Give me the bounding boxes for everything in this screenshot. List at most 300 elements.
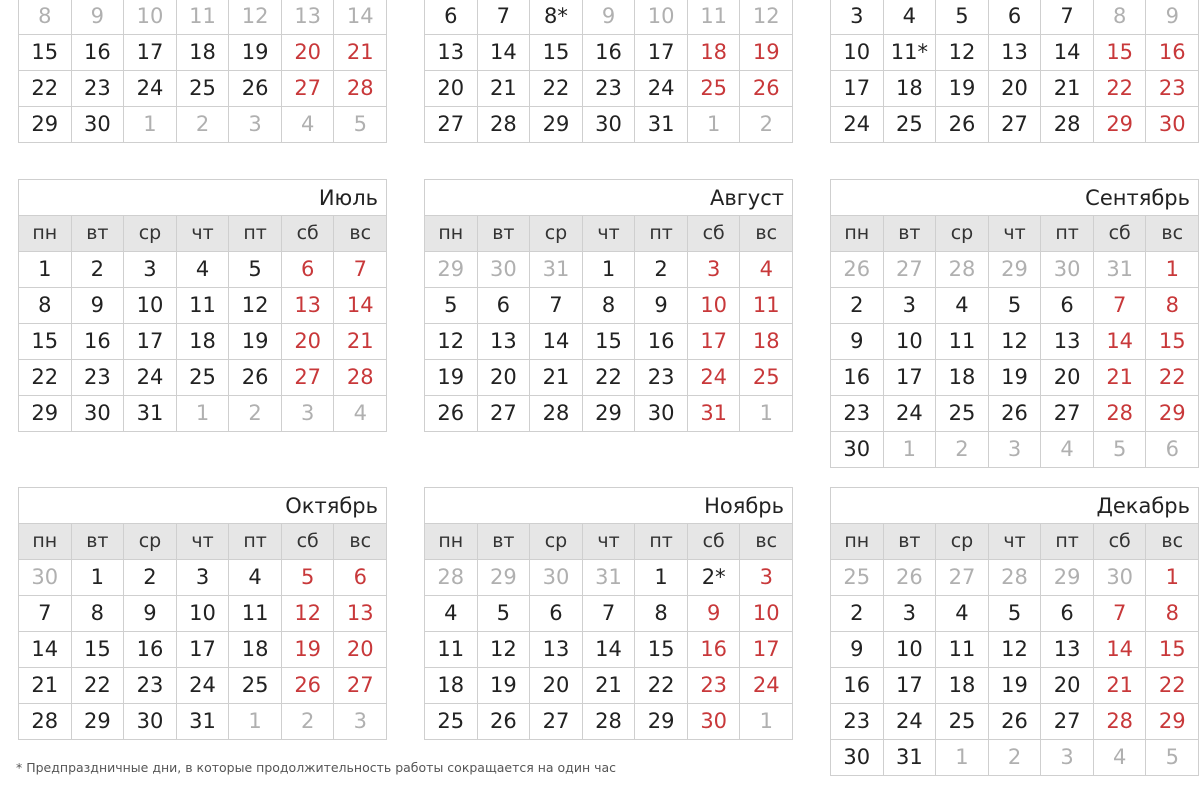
weekday-label: пт: [229, 216, 282, 252]
day-cell: 19: [989, 360, 1042, 396]
day-cell: 18: [884, 71, 937, 107]
day-cell: 11: [425, 632, 478, 668]
week-row: [425, 0, 793, 35]
day-cell: 22: [1146, 360, 1199, 396]
day-cell: 26: [425, 396, 478, 432]
week-row: [19, 396, 387, 432]
day-cell: 21: [1094, 668, 1147, 704]
month-title: Июль: [18, 179, 387, 215]
day-cell: 21: [583, 668, 636, 704]
partial-month-grid: [424, 0, 793, 143]
week-row: [831, 324, 1199, 360]
day-cell: 13: [530, 632, 583, 668]
week-row: [831, 740, 1199, 776]
day-cell: 31: [884, 740, 937, 776]
week-row: [425, 288, 793, 324]
day-cell: 24: [740, 668, 793, 704]
weekday-label: пн: [425, 524, 478, 560]
day-cell: 1: [229, 704, 282, 740]
day-cell: 30: [831, 740, 884, 776]
day-cell: 31: [583, 560, 636, 596]
day-cell: 3: [831, 0, 884, 35]
weekday-label: сб: [282, 524, 335, 560]
day-cell: 26: [936, 107, 989, 143]
day-cell: 7: [1094, 596, 1147, 632]
day-cell: 15: [72, 632, 125, 668]
day-cell: 30: [124, 704, 177, 740]
week-row: [19, 324, 387, 360]
day-cell: 7: [583, 596, 636, 632]
day-cell: 17: [177, 632, 230, 668]
week-row: [425, 360, 793, 396]
day-cell: 6: [1041, 288, 1094, 324]
day-cell: 2: [177, 107, 230, 143]
day-cell: 30: [1041, 252, 1094, 288]
day-cell: 8: [19, 288, 72, 324]
day-cell: 3: [282, 396, 335, 432]
day-grid: [830, 523, 1199, 776]
week-row: [831, 0, 1199, 35]
day-cell: 30: [583, 107, 636, 143]
day-cell: 18: [177, 324, 230, 360]
day-cell: 20: [282, 324, 335, 360]
day-cell: 10: [884, 324, 937, 360]
day-cell: 9: [831, 324, 884, 360]
weekday-label: чт: [583, 524, 636, 560]
day-cell: 29: [635, 704, 688, 740]
month-title: Сентябрь: [830, 179, 1199, 215]
day-cell: 28: [936, 252, 989, 288]
day-cell: 3: [884, 288, 937, 324]
day-cell: 19: [229, 324, 282, 360]
day-cell: 6: [1146, 432, 1199, 468]
day-cell: 5: [478, 596, 531, 632]
day-cell: 27: [530, 704, 583, 740]
footnote: * Предпраздничные дни, в которые продолжительность работы сокращается на один час: [16, 760, 617, 775]
day-cell: 28: [425, 560, 478, 596]
day-cell: 29: [1094, 107, 1147, 143]
day-cell: 28: [1094, 396, 1147, 432]
weekday-label: вс: [1146, 524, 1199, 560]
day-cell: 16: [72, 35, 125, 71]
day-cell: 31: [635, 107, 688, 143]
weekday-header-row: [19, 524, 387, 560]
day-cell: 13: [425, 35, 478, 71]
day-cell: 23: [1146, 71, 1199, 107]
day-cell: 19: [989, 668, 1042, 704]
day-cell: 2: [635, 252, 688, 288]
day-cell: 12: [989, 324, 1042, 360]
day-cell: 25: [177, 360, 230, 396]
day-cell: 29: [1146, 704, 1199, 740]
day-cell: 9: [831, 632, 884, 668]
day-cell: 2: [831, 288, 884, 324]
day-cell: 22: [530, 71, 583, 107]
day-cell: 23: [72, 71, 125, 107]
day-cell: 14: [478, 35, 531, 71]
day-cell: 3: [177, 560, 230, 596]
weekday-header-row: [425, 524, 793, 560]
day-cell: 4: [936, 596, 989, 632]
weekday-label: пн: [831, 524, 884, 560]
day-cell: 31: [688, 396, 741, 432]
day-cell: 19: [740, 35, 793, 71]
day-cell: 12: [229, 288, 282, 324]
day-cell: 25: [688, 71, 741, 107]
day-cell: 28: [530, 396, 583, 432]
day-cell: 1: [583, 252, 636, 288]
day-cell: 30: [1146, 107, 1199, 143]
day-grid: [830, 215, 1199, 468]
day-cell: 14: [1094, 324, 1147, 360]
day-cell: 30: [530, 560, 583, 596]
week-row: [831, 252, 1199, 288]
month-title: Август: [424, 179, 793, 215]
day-cell: 16: [583, 35, 636, 71]
week-row: [831, 668, 1199, 704]
week-row: [831, 288, 1199, 324]
day-cell: 3: [740, 560, 793, 596]
day-cell: 22: [19, 71, 72, 107]
day-cell: 17: [740, 632, 793, 668]
day-cell: 12: [282, 596, 335, 632]
day-cell: 14: [1041, 35, 1094, 71]
day-cell: 28: [478, 107, 531, 143]
day-cell: 4: [177, 252, 230, 288]
month-calendar: [424, 179, 793, 432]
day-cell: 24: [635, 71, 688, 107]
day-cell: 24: [831, 107, 884, 143]
day-cell: 7: [1094, 288, 1147, 324]
day-cell: 23: [124, 668, 177, 704]
day-cell: 13: [282, 0, 335, 35]
day-cell: 1: [72, 560, 125, 596]
week-row: [19, 0, 387, 35]
day-cell: 26: [740, 71, 793, 107]
day-cell: 3: [229, 107, 282, 143]
weekday-label: пн: [831, 216, 884, 252]
day-cell: 13: [478, 324, 531, 360]
day-cell: 16: [831, 360, 884, 396]
weekday-label: вс: [740, 216, 793, 252]
day-cell: 2: [740, 107, 793, 143]
day-cell: 19: [282, 632, 335, 668]
weekday-label: ср: [936, 216, 989, 252]
day-cell: 20: [989, 71, 1042, 107]
day-cell: 13: [989, 35, 1042, 71]
day-cell: 9: [635, 288, 688, 324]
day-grid: [18, 523, 387, 740]
week-row: [831, 560, 1199, 596]
day-cell: 28: [989, 560, 1042, 596]
day-cell: 27: [936, 560, 989, 596]
day-cell: 15: [635, 632, 688, 668]
day-cell: 21: [1041, 71, 1094, 107]
day-cell: 2: [124, 560, 177, 596]
day-cell: 20: [530, 668, 583, 704]
day-cell: 23: [831, 396, 884, 432]
day-cell: 1: [1146, 252, 1199, 288]
weekday-label: ср: [530, 524, 583, 560]
day-cell: 5: [1146, 740, 1199, 776]
day-cell: 19: [936, 71, 989, 107]
day-cell: 19: [425, 360, 478, 396]
day-cell: 22: [1146, 668, 1199, 704]
day-cell: 12: [740, 0, 793, 35]
week-row: [19, 632, 387, 668]
day-cell: 25: [936, 704, 989, 740]
week-row: [831, 396, 1199, 432]
week-row: [425, 668, 793, 704]
day-cell: 26: [989, 396, 1042, 432]
day-cell: 21: [1094, 360, 1147, 396]
day-cell: 9: [1146, 0, 1199, 35]
day-cell: 5: [425, 288, 478, 324]
day-grid: [18, 0, 387, 143]
day-cell: 5: [334, 107, 387, 143]
weekday-label: вт: [478, 216, 531, 252]
day-cell: 6: [989, 0, 1042, 35]
day-cell: 17: [124, 35, 177, 71]
week-row: [425, 596, 793, 632]
day-cell: 5: [282, 560, 335, 596]
day-cell: 22: [72, 668, 125, 704]
day-cell: 21: [334, 35, 387, 71]
day-cell: 15: [1146, 632, 1199, 668]
day-cell: 29: [989, 252, 1042, 288]
day-cell: 13: [1041, 324, 1094, 360]
day-cell: 25: [831, 560, 884, 596]
day-cell: 1: [884, 432, 937, 468]
day-cell: 9: [72, 0, 125, 35]
day-cell: 29: [425, 252, 478, 288]
day-cell: 29: [583, 396, 636, 432]
month-title: Октябрь: [18, 487, 387, 523]
day-cell: 2: [936, 432, 989, 468]
day-cell: 8: [1094, 0, 1147, 35]
day-cell: 7: [1041, 0, 1094, 35]
day-cell: 27: [884, 252, 937, 288]
weekday-label: вт: [478, 524, 531, 560]
day-cell: 31: [177, 704, 230, 740]
day-cell: 20: [425, 71, 478, 107]
day-cell: 26: [884, 560, 937, 596]
week-row: [831, 432, 1199, 468]
week-row: [19, 288, 387, 324]
day-cell: 15: [19, 35, 72, 71]
day-cell: 23: [831, 704, 884, 740]
day-grid: [18, 215, 387, 432]
day-cell: 26: [831, 252, 884, 288]
day-cell: 16: [688, 632, 741, 668]
day-cell: 25: [177, 71, 230, 107]
day-cell: 6: [334, 560, 387, 596]
day-cell: 4: [334, 396, 387, 432]
weekday-label: ср: [936, 524, 989, 560]
day-cell: 13: [334, 596, 387, 632]
day-cell: 18: [936, 360, 989, 396]
weekday-label: вт: [884, 216, 937, 252]
day-cell: 30: [635, 396, 688, 432]
day-cell: 6: [478, 288, 531, 324]
day-cell: 29: [19, 107, 72, 143]
day-cell: 2: [72, 252, 125, 288]
day-cell: 8: [19, 0, 72, 35]
day-cell: 21: [530, 360, 583, 396]
day-cell: 4: [425, 596, 478, 632]
partial-month-grid: [18, 0, 387, 143]
day-cell: 9: [688, 596, 741, 632]
month-title: Декабрь: [830, 487, 1199, 523]
week-row: [19, 252, 387, 288]
month-calendar: [424, 487, 793, 740]
day-cell: 21: [19, 668, 72, 704]
day-cell: 29: [19, 396, 72, 432]
day-cell: 11: [177, 288, 230, 324]
day-cell: 10: [177, 596, 230, 632]
day-cell: 8: [583, 288, 636, 324]
day-cell: 30: [831, 432, 884, 468]
day-cell: 8: [72, 596, 125, 632]
day-cell: 12: [989, 632, 1042, 668]
day-cell: 25: [884, 107, 937, 143]
day-cell: 29: [478, 560, 531, 596]
week-row: [831, 704, 1199, 740]
weekday-label: ср: [124, 216, 177, 252]
day-cell: 15: [1094, 35, 1147, 71]
month-calendar: [18, 487, 387, 740]
month-calendar: [830, 487, 1199, 776]
day-cell: 3: [989, 432, 1042, 468]
partial-month-grid: [830, 0, 1199, 143]
day-cell: 2*: [688, 560, 741, 596]
week-row: [19, 560, 387, 596]
day-cell: 26: [229, 71, 282, 107]
day-cell: 10: [124, 0, 177, 35]
day-cell: 5: [936, 0, 989, 35]
day-cell: 7: [530, 288, 583, 324]
day-cell: 6: [425, 0, 478, 35]
day-cell: 14: [530, 324, 583, 360]
day-cell: 7: [19, 596, 72, 632]
day-cell: 4: [229, 560, 282, 596]
week-row: [425, 396, 793, 432]
day-cell: 24: [884, 396, 937, 432]
day-cell: 15: [530, 35, 583, 71]
day-cell: 17: [884, 360, 937, 396]
week-row: [831, 107, 1199, 143]
weekday-label: чт: [177, 524, 230, 560]
day-cell: 5: [989, 596, 1042, 632]
day-cell: 3: [1041, 740, 1094, 776]
week-row: [425, 632, 793, 668]
day-cell: 17: [688, 324, 741, 360]
day-cell: 5: [1094, 432, 1147, 468]
weekday-label: пн: [425, 216, 478, 252]
day-cell: 26: [229, 360, 282, 396]
week-row: [831, 360, 1199, 396]
day-cell: 31: [124, 396, 177, 432]
day-grid: [424, 523, 793, 740]
day-cell: 9: [124, 596, 177, 632]
day-cell: 11: [229, 596, 282, 632]
day-cell: 10: [635, 0, 688, 35]
day-cell: 17: [635, 35, 688, 71]
day-cell: 14: [334, 288, 387, 324]
day-cell: 16: [1146, 35, 1199, 71]
day-cell: 1: [1146, 560, 1199, 596]
day-cell: 17: [124, 324, 177, 360]
week-row: [425, 560, 793, 596]
week-row: [831, 71, 1199, 107]
week-row: [425, 324, 793, 360]
day-cell: 28: [19, 704, 72, 740]
day-cell: 25: [936, 396, 989, 432]
day-cell: 22: [19, 360, 72, 396]
day-cell: 22: [635, 668, 688, 704]
day-cell: 1: [740, 396, 793, 432]
day-cell: 10: [831, 35, 884, 71]
day-cell: 23: [688, 668, 741, 704]
day-cell: 11: [936, 632, 989, 668]
day-cell: 18: [740, 324, 793, 360]
day-cell: 25: [740, 360, 793, 396]
day-cell: 30: [478, 252, 531, 288]
weekday-label: чт: [583, 216, 636, 252]
day-cell: 2: [831, 596, 884, 632]
day-cell: 7: [334, 252, 387, 288]
day-cell: 14: [334, 0, 387, 35]
day-cell: 10: [124, 288, 177, 324]
day-cell: 17: [831, 71, 884, 107]
weekday-label: пт: [635, 524, 688, 560]
weekday-label: чт: [989, 216, 1042, 252]
day-cell: 11*: [884, 35, 937, 71]
month-calendar: [830, 179, 1199, 468]
day-cell: 1: [688, 107, 741, 143]
day-cell: 18: [229, 632, 282, 668]
day-cell: 14: [583, 632, 636, 668]
day-cell: 18: [688, 35, 741, 71]
week-row: [19, 596, 387, 632]
day-cell: 27: [334, 668, 387, 704]
day-cell: 13: [282, 288, 335, 324]
day-cell: 23: [583, 71, 636, 107]
weekday-label: сб: [688, 524, 741, 560]
day-cell: 1: [740, 704, 793, 740]
day-cell: 20: [1041, 668, 1094, 704]
weekday-label: вт: [72, 216, 125, 252]
day-grid: [830, 0, 1199, 143]
day-cell: 4: [1094, 740, 1147, 776]
day-cell: 9: [72, 288, 125, 324]
day-cell: 29: [1041, 560, 1094, 596]
week-row: [425, 71, 793, 107]
day-cell: 28: [583, 704, 636, 740]
weekday-label: чт: [177, 216, 230, 252]
weekday-label: чт: [989, 524, 1042, 560]
day-cell: 18: [177, 35, 230, 71]
week-row: [19, 668, 387, 704]
day-cell: 30: [19, 560, 72, 596]
day-cell: 24: [177, 668, 230, 704]
day-cell: 10: [688, 288, 741, 324]
weekday-header-row: [425, 216, 793, 252]
day-cell: 3: [124, 252, 177, 288]
day-cell: 30: [72, 107, 125, 143]
day-cell: 4: [936, 288, 989, 324]
day-cell: 11: [177, 0, 230, 35]
